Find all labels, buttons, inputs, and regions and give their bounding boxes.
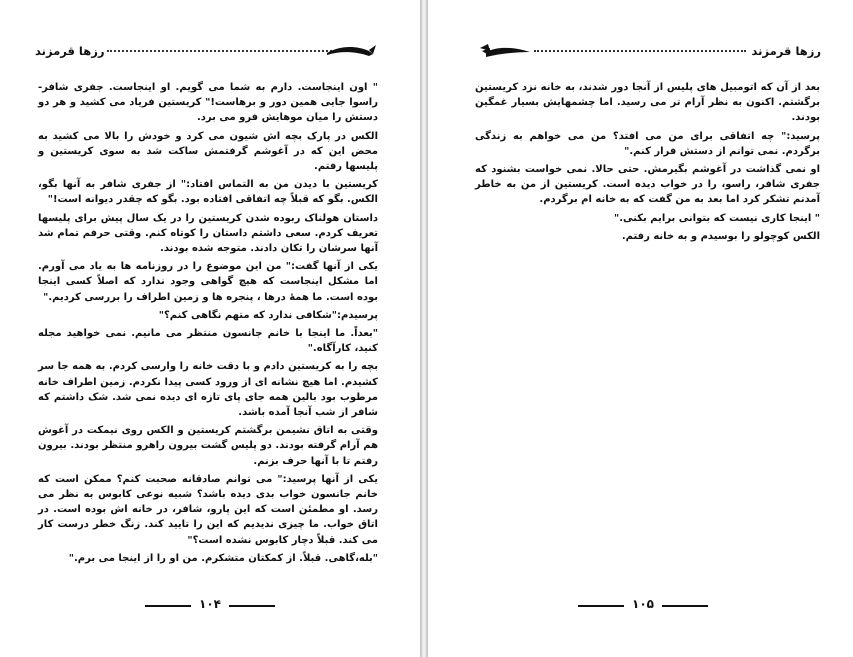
paragraph: الکس کوچولو را بوسیدم و به خانه رفتم.	[621, 230, 820, 242]
left-page	[0, 0, 420, 657]
flourish-ornament-icon	[325, 42, 377, 62]
paragraph: " اینجا کاری نیست که بتوانی برایم بکنی."	[614, 212, 820, 224]
right-page-header	[476, 42, 821, 62]
paragraph: کریستین با دیدن من به التماس افتاد:" از جفری شافر به آنها بگو، الکس. بگو که قبلاً چه اتفاقی افتاده بود. بگو که چقدر دیوانه است!"	[38, 179, 378, 206]
right-page-body	[475, 80, 820, 247]
book-gutter	[420, 0, 428, 657]
paragraph: "بعداً. ما اینجا با خانم جانسون منتظر می مانیم. نمی خواهید مجله کنید، کارآگاه."	[38, 328, 378, 355]
right-page-footer	[578, 597, 708, 615]
header-dotted-line	[534, 50, 746, 52]
paragraph: " اون اینجاست. دارم به شما می گویم. او اینجاست. جفری شافر- راسوا جایی همین دور و برهاست!" کریستین فریاد می کشید و هر دو دستش را میان موهایش فرو می برد.	[38, 82, 378, 124]
footer-rule-right	[229, 605, 275, 607]
running-title: رزها قرمزند	[751, 44, 821, 58]
running-title: رزها قرمزند	[35, 44, 105, 58]
left-page-footer	[145, 597, 275, 615]
header-dotted-line	[107, 50, 344, 52]
footer-rule-left	[578, 605, 624, 607]
paragraph: الکس در پارک بچه اش شیون می کرد و خودش را بالا می کشید به محض این که در آغوشم گرفتمش ساکت شد به سوی کریستین و پلیسها رفتم.	[38, 130, 378, 173]
paragraph: داستان هولناک ربوده شدن کریستین را در یک سال پیش برای پلیسها تعریف کردم. سعی داشتم داستان را کوتاه کنم. وقتی حرفم تمام شد آنها سرشان را تکان دادند. متوجه شده بودند.	[38, 212, 378, 255]
paragraph: یکی از آنها گفت:" من این موضوع را در روزنامه ها به یاد می آورم. اما مشکل اینجاست که هیچ گواهی وجود ندارد که اصلاً کسی اینجا بوده است. ما همهٔ درها ، پنجره ها و زمین اطراف را بررسی کردیم."	[38, 261, 378, 303]
flourish-ornament-icon	[476, 42, 532, 62]
footer-rule-left	[145, 605, 191, 607]
paragraph: وقتی به اتاق نشیمن برگشتم کریستین و الکس روی نیمکت در آغوش هم آرام گرفته بودند. دو پلیس گشت بیرون راهرو منتظر بودند. بیرون رفتم تا با آنها حرف بزنم.	[38, 425, 378, 467]
paragraph: پرسیدم:"شکافی ندارد که متهم نگاهی کنم؟"	[158, 309, 378, 321]
footer-rule-right	[662, 605, 708, 607]
page-number: ۱۰۴	[199, 597, 221, 611]
page-number: ۱۰۵	[632, 597, 654, 611]
left-page-body	[38, 80, 378, 569]
paragraph: او نمی گذاشت در آغوشم بگیرمش. حتی حالا. نمی خواست بشنود که جفری شافر، راسو، را در خواب دیده است. کریستین از من به خاطر آمدنم تشکر کرد اما بعد به من گفت که به خانه ام برگردم.	[475, 164, 820, 206]
paragraph: "بله،گاهی. قبلاً. از کمکتان متشکرم. من او را از اینجا می برم."	[68, 552, 378, 564]
paragraph: پرسید:" چه اتفاقی برای من می افتد؟ من می خواهم به زندگی برگردم. نمی توانم از دستش فرار کنم."	[475, 130, 820, 157]
paragraph: بچه را به کریستین دادم و با دقت خانه را وارسی کردم. به همه جا سر کشیدم. اما هیچ نشانه ای از ورود کسی پیدا نکردم. زمین اطراف خانه مرطوب بود بالین همه جای پای تازه ای دیده نمی شد. شک داشتم که شافر از شب آنجا آمده باشد.	[38, 361, 378, 419]
paragraph: بعد از آن که اتومبیل های پلیس از آنجا دور شدند، به خانه نزد کریستین برگشتم. اکنون به نظر آرام تر می رسید. اما چشمهایش بسیار غمگین بودند.	[475, 82, 820, 124]
right-page	[428, 0, 853, 657]
left-page-header	[35, 42, 380, 62]
paragraph: یکی از آنها پرسید:" می توانم صادقانه صحبت کنم؟ ممکن است که خانم جانسون خواب بدی دیده باشد؟ شبیه نوعی کابوس به نظر می رسد. او مطمئن است که این پارو، شافر، در خانه اش بوده است. در اتاق خواب. ما چیزی ندیدیم که این را تایید کند. زنگ خطر درست کار می کند. قبلاً دچار کابوس نشده است؟"	[38, 473, 378, 546]
